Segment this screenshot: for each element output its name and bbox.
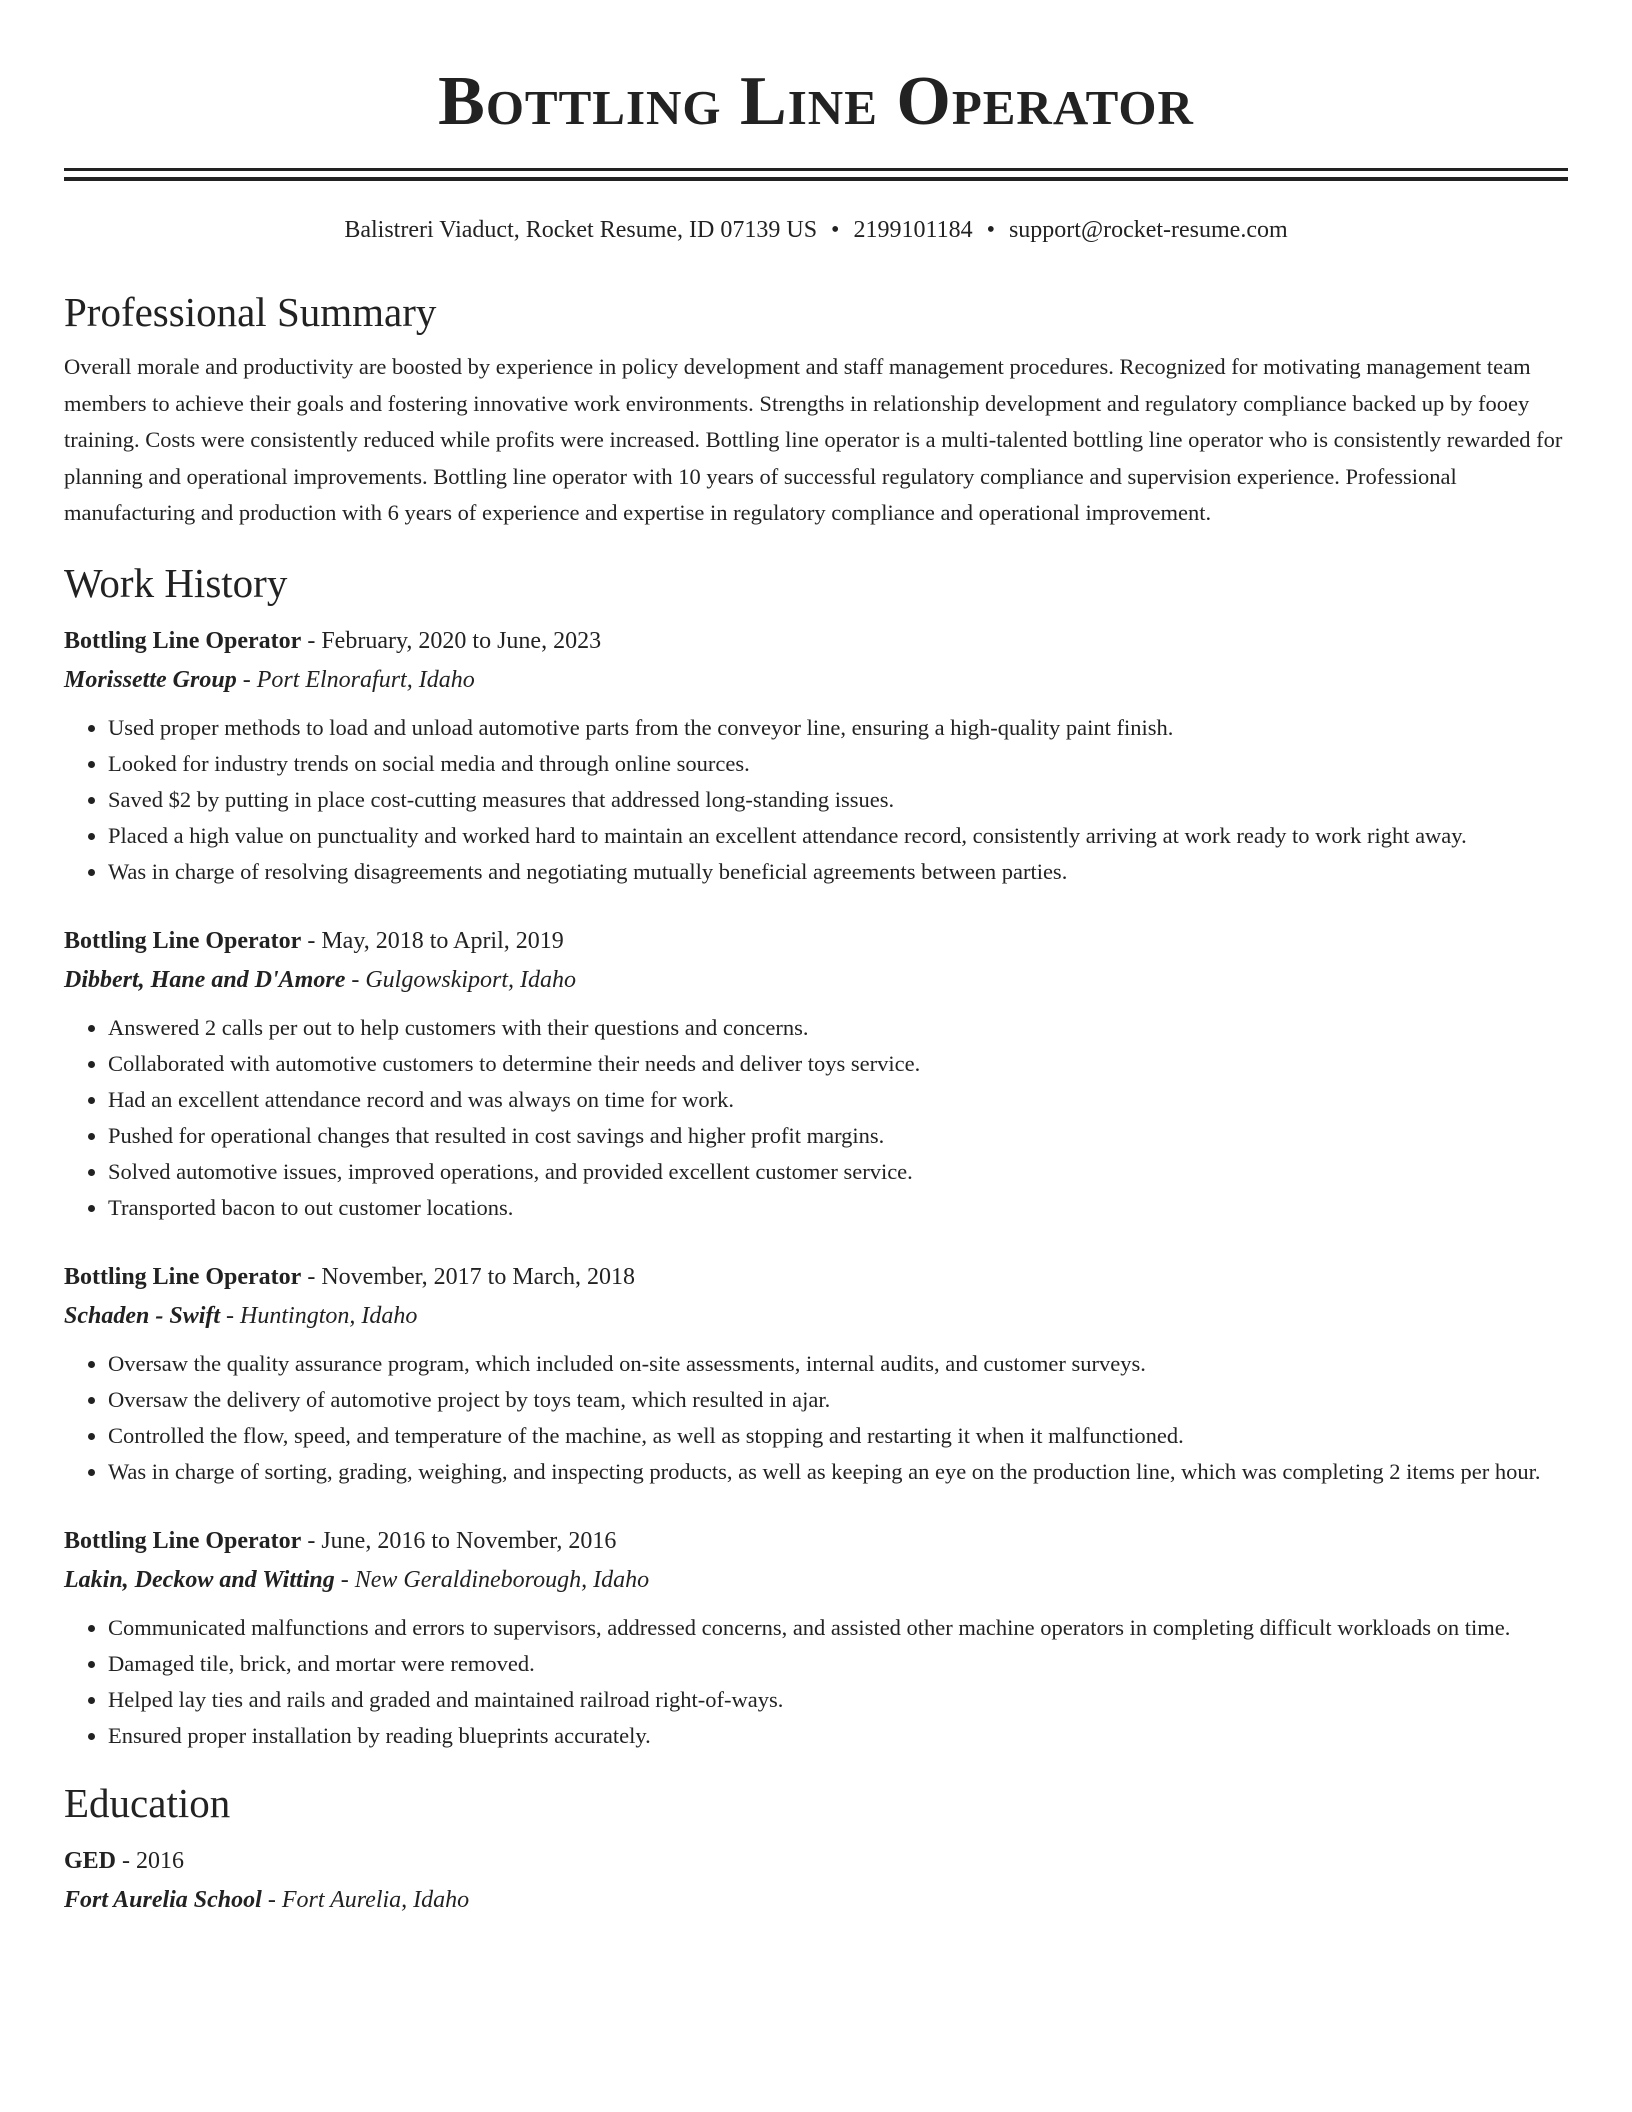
job-org-line bbox=[64, 660, 1568, 700]
education-location: Fort Aurelia, Idaho bbox=[281, 1886, 470, 1913]
job-dash: - bbox=[301, 627, 322, 654]
summary-heading: Professional Summary bbox=[64, 289, 437, 335]
contact-phone: 2199101184 bbox=[853, 217, 973, 243]
job-org-line bbox=[64, 1296, 1568, 1336]
job-org-line bbox=[64, 1560, 1568, 1600]
job-dash: - bbox=[236, 666, 257, 693]
job-dash: - bbox=[345, 966, 366, 993]
job-dash: - bbox=[301, 1527, 322, 1554]
job-location: Huntington, Idaho bbox=[240, 1302, 418, 1329]
contact-separator: • bbox=[986, 217, 995, 243]
job-bullet: • Answered 2 calls per out to help customers with their questions and concerns. bbox=[108, 1010, 1568, 1046]
job-title: Bottling Line Operator bbox=[64, 1527, 302, 1554]
education-school-line bbox=[64, 1880, 1568, 1920]
job-bullet: • Oversaw the delivery of automotive project by toys team, which resulted in ajar. bbox=[108, 1382, 1568, 1418]
job-bullet: • Transported bacon to out customer locations. bbox=[108, 1190, 1568, 1226]
job-location: New Geraldineborough, Idaho bbox=[354, 1566, 650, 1593]
job-entry bbox=[64, 1258, 1568, 1490]
job-bullet: • Collaborated with automotive customers to determine their needs and deliver toys service. bbox=[108, 1046, 1568, 1082]
job-org-line bbox=[64, 960, 1568, 1000]
education-degree-line bbox=[64, 1842, 1568, 1880]
job-location: Port Elnorafurt, Idaho bbox=[256, 666, 475, 693]
job-bullets bbox=[64, 1610, 1568, 1754]
job-bullet: • Oversaw the quality assurance program, which included on-site assessments, internal audits, and customer surveys. bbox=[108, 1346, 1568, 1382]
job-bullet: • Communicated malfunctions and errors to supervisors, addressed concerns, and assisted other machine operators in completing difficult workloads on time. bbox=[108, 1610, 1568, 1646]
education-dash: - bbox=[261, 1886, 282, 1913]
job-bullet: • Was in charge of resolving disagreements and negotiating mutually beneficial agreements between parties. bbox=[108, 854, 1568, 890]
job-dash: - bbox=[301, 1263, 322, 1290]
education-entry bbox=[64, 1842, 1568, 1920]
job-dash: - bbox=[301, 927, 322, 954]
job-bullet: • Solved automotive issues, improved operations, and provided excellent customer service. bbox=[108, 1154, 1568, 1190]
job-bullet: • Controlled the flow, speed, and temperature of the machine, as well as stopping and restarting it when it malfunctioned. bbox=[108, 1418, 1568, 1454]
job-bullet: • Used proper methods to load and unload automotive parts from the conveyor line, ensuring a high-quality paint finish. bbox=[108, 710, 1568, 746]
job-bullet: • Had an excellent attendance record and was always on time for work. bbox=[108, 1082, 1568, 1118]
job-bullet: • Pushed for operational changes that resulted in cost savings and higher profit margins. bbox=[108, 1118, 1568, 1154]
work-history-list bbox=[64, 622, 1568, 1754]
job-dates: June, 2016 to November, 2016 bbox=[321, 1527, 617, 1554]
contact-email[interactable]: support@rocket-resume.com bbox=[1008, 217, 1288, 243]
job-title-line bbox=[64, 1522, 1568, 1560]
job-dash: - bbox=[334, 1566, 355, 1593]
resume-title: Bottling Line Operator bbox=[438, 63, 1194, 140]
job-title-line bbox=[64, 622, 1568, 660]
summary-text: Overall morale and productivity are boosted by experience in policy development and staff management procedures. Recognized for motivating management team members to achieve their goals and fostering innovative work environments. Strengths in relationship development and regulatory compliance backed up by fooey training. Costs were consistently reduced while profits were increased. Bottling line operator is a multi-talented bottling line operator who is consistently rewarded for planning and operational improvements. Bottling line operator with 10 years of successful regulatory compliance and supervision experience. Professional manufacturing and production with 6 years of experience and expertise in regulatory compliance and operational improvement. bbox=[64, 354, 1563, 525]
job-entry bbox=[64, 922, 1568, 1226]
job-entry bbox=[64, 1522, 1568, 1754]
job-bullet: • Helped lay ties and rails and graded and maintained railroad right-of-ways. bbox=[108, 1682, 1568, 1718]
job-title: Bottling Line Operator bbox=[64, 927, 302, 954]
education-school: Fort Aurelia School bbox=[64, 1886, 262, 1913]
job-dates: May, 2018 to April, 2019 bbox=[321, 927, 564, 954]
education-degree: GED bbox=[64, 1847, 117, 1874]
job-bullet: • Saved $2 by putting in place cost-cutting measures that addressed long-standing issues. bbox=[108, 782, 1568, 818]
job-location: Gulgowskiport, Idaho bbox=[365, 966, 577, 993]
job-title: Bottling Line Operator bbox=[64, 627, 302, 654]
job-bullet: • Was in charge of sorting, grading, weighing, and inspecting products, as well as keeping an eye on the production line, which was completing 2 items per hour. bbox=[108, 1454, 1568, 1490]
job-company: Dibbert, Hane and D'Amore bbox=[64, 966, 346, 993]
job-company: Morissette Group bbox=[64, 666, 237, 693]
job-title-line bbox=[64, 922, 1568, 960]
job-bullet: • Ensured proper installation by reading blueprints accurately. bbox=[108, 1718, 1568, 1754]
education-dash: - bbox=[116, 1847, 137, 1874]
contact-address: Balistreri Viaduct, Rocket Resume, ID 07139 US bbox=[344, 217, 818, 243]
job-title-line bbox=[64, 1258, 1568, 1296]
job-dates: November, 2017 to March, 2018 bbox=[321, 1263, 635, 1290]
job-dates: February, 2020 to June, 2023 bbox=[321, 627, 602, 654]
title-divider-top bbox=[64, 168, 1568, 171]
job-bullet: • Placed a high value on punctuality and worked hard to maintain an excellent attendance record, consistently arriving at work ready to work right away. bbox=[108, 818, 1568, 854]
education-year: 2016 bbox=[136, 1847, 185, 1874]
job-entry bbox=[64, 622, 1568, 890]
job-company: Schaden - Swift bbox=[64, 1302, 221, 1329]
job-company: Lakin, Deckow and Witting bbox=[64, 1566, 335, 1593]
job-bullets bbox=[64, 710, 1568, 890]
job-bullet: • Looked for industry trends on social media and through online sources. bbox=[108, 746, 1568, 782]
job-title: Bottling Line Operator bbox=[64, 1263, 302, 1290]
job-dash: - bbox=[220, 1302, 241, 1329]
contact-line bbox=[64, 215, 1568, 245]
job-bullets bbox=[64, 1346, 1568, 1490]
contact-separator: • bbox=[831, 217, 840, 243]
job-bullet: • Damaged tile, brick, and mortar were removed. bbox=[108, 1646, 1568, 1682]
title-divider-bottom bbox=[64, 177, 1568, 181]
work-history-heading: Work History bbox=[64, 559, 288, 606]
education-heading: Education bbox=[64, 1779, 231, 1826]
job-bullets bbox=[64, 1010, 1568, 1226]
